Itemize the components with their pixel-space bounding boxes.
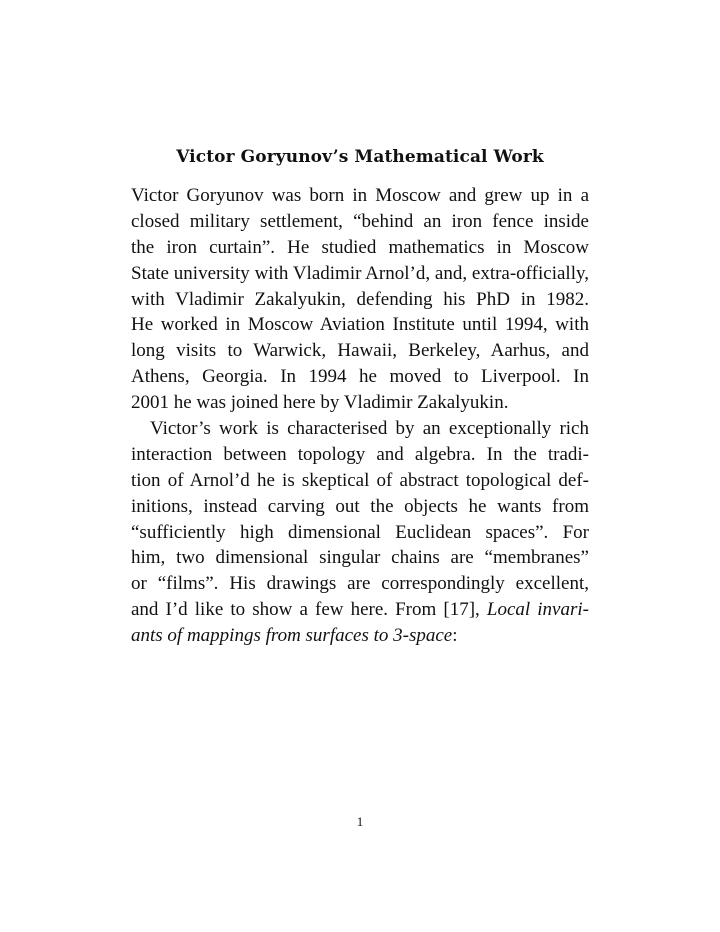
text-segment: and I’d like to show a few here. From [17],: [131, 599, 487, 621]
text-line: with Vladimir Zakalyukin, defending his PhD in 1982.: [131, 288, 589, 310]
body-text: [131, 183, 589, 649]
text-segment: :: [452, 625, 458, 647]
text-line: tion of Arnol’d he is skeptical of abstract topological def-: [131, 469, 589, 491]
text-line: Victor Goryunov was born in Moscow and grew up in a: [131, 185, 589, 206]
cited-title: ants of mappings from surfaces to 3-space: [131, 625, 453, 647]
page-number: 1: [356, 814, 364, 829]
text-line: initions, instead carving out the objects he wants from: [131, 495, 589, 517]
text-line: or “films”. His drawings are correspondingly excellent,: [131, 573, 589, 595]
text-line: “sufficiently high dimensional Euclidean spaces”. For: [131, 521, 589, 543]
text-line: interaction between topology and algebra. In the tradi-: [131, 443, 589, 465]
text-line: Athens, Georgia. In 1994 he moved to Liverpool. In: [131, 366, 589, 388]
text-line: long visits to Warwick, Hawaii, Berkeley, Aarhus, and: [131, 340, 589, 362]
cited-title: Local invari-: [486, 599, 589, 621]
text-line: Victor’s work is characterised by an exceptionally rich: [150, 418, 589, 440]
text-line: the iron curtain”. He studied mathematics in Moscow: [131, 236, 589, 258]
text-line: closed military settlement, “behind an iron fence inside: [131, 210, 589, 232]
page-title: Victor Goryunov’s Mathematical Work: [176, 147, 544, 167]
text-line: He worked in Moscow Aviation Institute until 1994, with: [131, 314, 589, 336]
text-line: 2001 he was joined here by Vladimir Zakalyukin.: [131, 392, 509, 414]
text-line: [131, 623, 589, 649]
text-line: State university with Vladimir Arnol’d, and, extra-officially,: [131, 262, 589, 284]
text-line: [131, 597, 589, 623]
text-line: him, two dimensional singular chains are “membranes”: [131, 547, 589, 569]
